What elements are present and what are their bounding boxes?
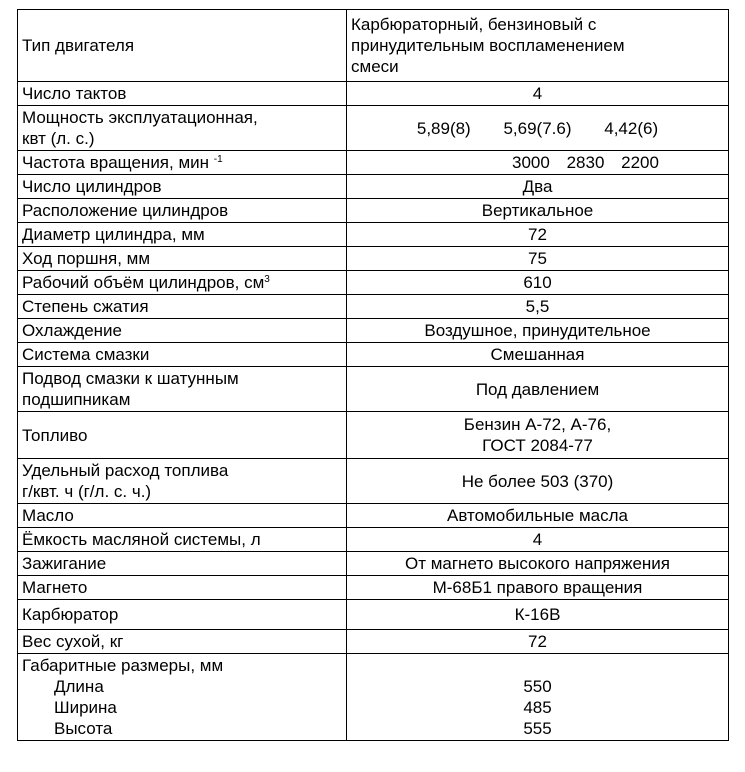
- table-row: [18, 343, 729, 367]
- spec-key: Диаметр цилиндра, мм: [18, 223, 347, 247]
- spec-value: Карбюраторный, бензиновый с принудительным воспламенением смеси: [347, 10, 729, 82]
- spec-key: Карбюратор: [18, 600, 347, 630]
- power-value: 5,89(8): [416, 118, 471, 138]
- spec-key: Рабочий объём цилиндров, $см^3$: [18, 271, 347, 295]
- spec-key: Число тактов: [18, 82, 347, 106]
- dimension-label: Ширина: [54, 698, 117, 717]
- dimension-value: 555: [523, 719, 552, 738]
- dimension-value: 550: [523, 677, 552, 696]
- table-row: [18, 271, 729, 295]
- spec-value: Под давлением: [347, 367, 729, 412]
- spec-value: 5,5: [347, 295, 729, 319]
- table-row: [18, 630, 729, 654]
- table-row: [18, 412, 729, 459]
- spec-value: 75: [347, 247, 729, 271]
- spec-value: [347, 106, 729, 151]
- spec-key: Подвод смазки к шатунным подшипникам: [18, 367, 347, 412]
- dimension-label: Высота: [54, 719, 113, 738]
- spec-value: 72: [347, 630, 729, 654]
- spec-key: Частота вращения, мин $^{-1}$: [18, 151, 347, 175]
- table-row: [18, 319, 729, 343]
- table-row: [18, 175, 729, 199]
- table-row: [18, 82, 729, 106]
- spec-key: Магнето: [18, 576, 347, 600]
- spec-key: Топливо: [18, 412, 347, 459]
- rpm-value: 3000: [512, 153, 550, 172]
- power-value: 4,42(6): [604, 118, 659, 138]
- spec-value: Два: [347, 175, 729, 199]
- dimension-value: 485: [523, 698, 552, 717]
- spec-key: Вес сухой, кг: [18, 630, 347, 654]
- table-row: [18, 576, 729, 600]
- engine-spec-table: [17, 9, 729, 741]
- table-row: [18, 504, 729, 528]
- table-row: [18, 654, 729, 741]
- table-row: [18, 199, 729, 223]
- table-row: [18, 459, 729, 504]
- spec-value: Воздушное, принудительное: [347, 319, 729, 343]
- spec-value: Бензин А-72, А-76, ГОСТ 2084-77: [347, 412, 729, 459]
- table-row: [18, 367, 729, 412]
- spec-key: Зажигание: [18, 552, 347, 576]
- spec-value: 610: [347, 271, 729, 295]
- spec-value: 4: [347, 82, 729, 106]
- spec-value: [347, 654, 729, 741]
- spec-key: Мощность эксплуатационная, квт (л. с.): [18, 106, 347, 151]
- spec-value: 72: [347, 223, 729, 247]
- spec-value: От магнето высокого напряжения: [347, 552, 729, 576]
- spec-key: Ход поршня, мм: [18, 247, 347, 271]
- spec-value: [347, 151, 729, 175]
- table-row: [18, 223, 729, 247]
- spec-key: Охлаждение: [18, 319, 347, 343]
- spec-key: Расположение цилиндров: [18, 199, 347, 223]
- table-row: [18, 10, 729, 82]
- spec-value: Смешанная: [347, 343, 729, 367]
- spec-key: Тип двигателя: [18, 10, 347, 82]
- spec-key: Ёмкость масляной системы, л: [18, 528, 347, 552]
- table-row: [18, 528, 729, 552]
- table-row: [18, 600, 729, 630]
- spec-key: Удельный расход топлива г/квт. ч (г/л. с. ч.): [18, 459, 347, 504]
- spec-value: Автомобильные масла: [347, 504, 729, 528]
- spec-key: Степень сжатия: [18, 295, 347, 319]
- table-row: [18, 552, 729, 576]
- spec-value: Вертикальное: [347, 199, 729, 223]
- rpm-value: 2830: [566, 153, 605, 172]
- power-value: 5,69(7.6): [503, 118, 572, 138]
- spec-value: 4: [347, 528, 729, 552]
- spec-key: Система смазки: [18, 343, 347, 367]
- spec-key: Масло: [18, 504, 347, 528]
- table-row: [18, 247, 729, 271]
- spec-key: Число цилиндров: [18, 175, 347, 199]
- spec-value: К-16В: [347, 600, 729, 630]
- rpm-value: 2200: [621, 153, 659, 172]
- table-row: [18, 295, 729, 319]
- spec-key: Габаритные размеры, мм Длина Ширина Высота: [18, 654, 347, 741]
- spec-value: М-68Б1 правого вращения: [347, 576, 729, 600]
- dimension-label: Длина: [54, 677, 104, 696]
- spec-value: Не более 503 (370): [347, 459, 729, 504]
- table-row: [18, 151, 729, 175]
- table-row: [18, 106, 729, 151]
